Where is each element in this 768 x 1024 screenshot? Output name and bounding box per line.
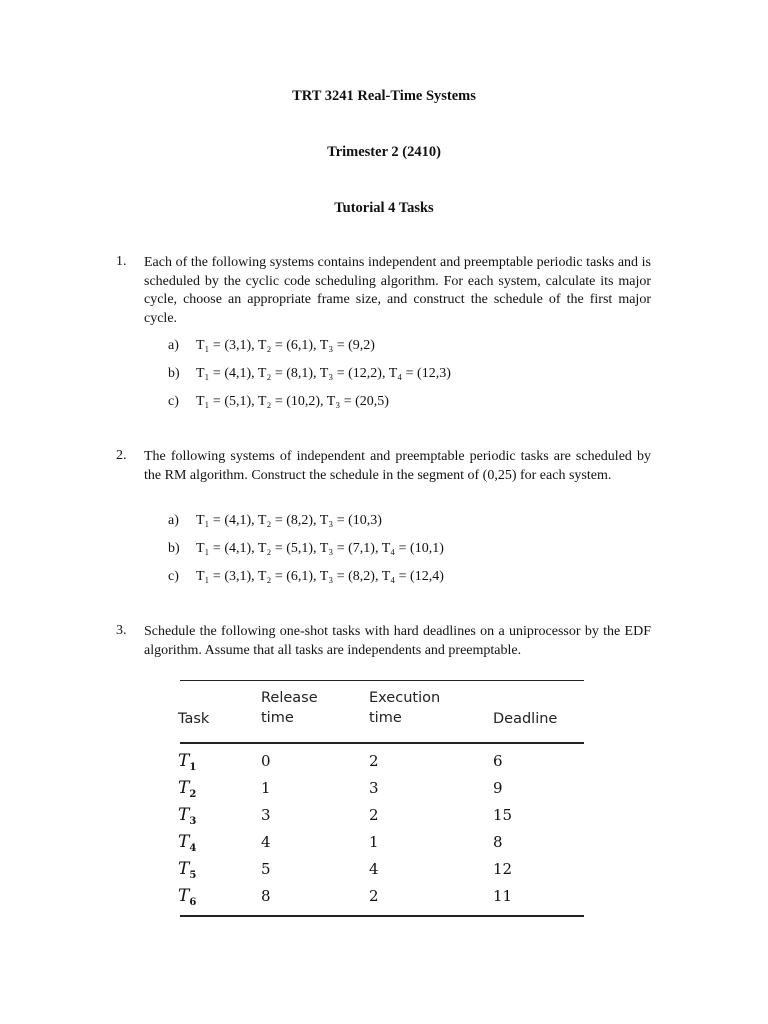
deadline-cell: 8 — [493, 833, 503, 851]
release-cell: 3 — [261, 806, 271, 824]
deadline-cell: 12 — [493, 860, 513, 878]
question-number: 2. — [116, 448, 127, 463]
question-number: 3. — [116, 623, 127, 638]
question-2-option-c — [168, 567, 444, 587]
question-1-option-c — [168, 392, 389, 412]
question-text: The following systems of independent and preemptable periodic tasks are scheduled by the RM algorithm. Construct the schedule in the segment of (0,25) for each system. — [144, 449, 651, 483]
question-number: 1. — [116, 254, 127, 269]
release-cell: 8 — [261, 887, 271, 905]
task-cell: $T_5$ — [178, 859, 197, 881]
option-letter: c) — [168, 569, 179, 584]
execution-cell: 2 — [369, 887, 379, 905]
header-execution-line2: time — [369, 710, 402, 726]
table-bottom-rule — [180, 915, 584, 917]
deadline-cell: 11 — [493, 887, 513, 905]
header-execution-time — [369, 688, 440, 728]
question-2-option-b — [168, 539, 444, 559]
option-text: T₁ = (4,1), T₂ = (8,1), T₃ = (12,2), T₄ = (12,3) — [196, 366, 451, 381]
trimester-label: Trimester 2 (2410) — [327, 144, 441, 160]
table-row — [180, 803, 584, 827]
release-cell: 5 — [261, 860, 271, 878]
question-1-option-b — [168, 364, 451, 384]
execution-cell: 2 — [369, 752, 379, 770]
option-letter: a) — [168, 338, 179, 353]
table-top-rule — [180, 680, 584, 681]
tutorial-title: Tutorial 4 Tasks — [334, 200, 434, 216]
table-row — [180, 884, 584, 908]
task-cell: $T_4$ — [178, 832, 197, 854]
header-release-line2: time — [261, 710, 294, 726]
deadline-cell: 9 — [493, 779, 503, 797]
option-letter: c) — [168, 394, 179, 409]
option-text: T₁ = (4,1), T₂ = (5,1), T₃ = (7,1), T₄ = (10,1) — [196, 541, 444, 556]
course-title: TRT 3241 Real-Time Systems — [292, 88, 476, 104]
option-letter: b) — [168, 366, 180, 381]
release-cell: 1 — [261, 779, 271, 797]
table-header-rule — [180, 742, 584, 744]
task-cell: $T_6$ — [178, 886, 197, 908]
header-deadline: Deadline — [493, 711, 558, 727]
task-cell: $T_3$ — [178, 805, 197, 827]
execution-cell: 2 — [369, 806, 379, 824]
header-task: Task — [178, 711, 210, 727]
option-text: T₁ = (5,1), T₂ = (10,2), T₃ = (20,5) — [196, 394, 389, 409]
table-row — [180, 857, 584, 881]
question-1-option-a — [168, 336, 375, 356]
option-text: T₁ = (3,1), T₂ = (6,1), T₃ = (9,2) — [196, 338, 375, 353]
question-text: Each of the following systems contains independent and preemptable periodic tasks and is scheduled by the cyclic code scheduling algorithm. For each system, calculate its major cycle, choose an appropriate frame size, and construct the schedule of the first major cycle. — [144, 255, 651, 326]
table-row — [180, 749, 584, 773]
option-text: T₁ = (4,1), T₂ = (8,2), T₃ = (10,3) — [196, 513, 382, 528]
task-cell: $T_2$ — [178, 778, 197, 800]
question-text: Schedule the following one-shot tasks with hard deadlines on a uniprocessor by the EDF algorithm. Assume that all tasks are independents and preemptable. — [144, 624, 651, 658]
execution-cell: 1 — [369, 833, 379, 851]
deadline-cell: 15 — [493, 806, 513, 824]
option-letter: a) — [168, 513, 179, 528]
task-cell: $T_1$ — [178, 751, 197, 773]
execution-cell: 4 — [369, 860, 379, 878]
question-2-option-a — [168, 511, 382, 531]
release-cell: 0 — [261, 752, 271, 770]
option-text: T₁ = (3,1), T₂ = (6,1), T₃ = (8,2), T₄ = (12,4) — [196, 569, 444, 584]
deadline-cell: 6 — [493, 752, 503, 770]
table-row — [180, 830, 584, 854]
header-execution-line1: Execution — [369, 690, 441, 706]
option-letter: b) — [168, 541, 180, 556]
release-cell: 4 — [261, 833, 271, 851]
execution-cell: 3 — [369, 779, 379, 797]
header-release-line1: Release — [261, 690, 318, 706]
task-table — [180, 680, 584, 917]
table-row — [180, 776, 584, 800]
header-release-time — [261, 688, 318, 728]
